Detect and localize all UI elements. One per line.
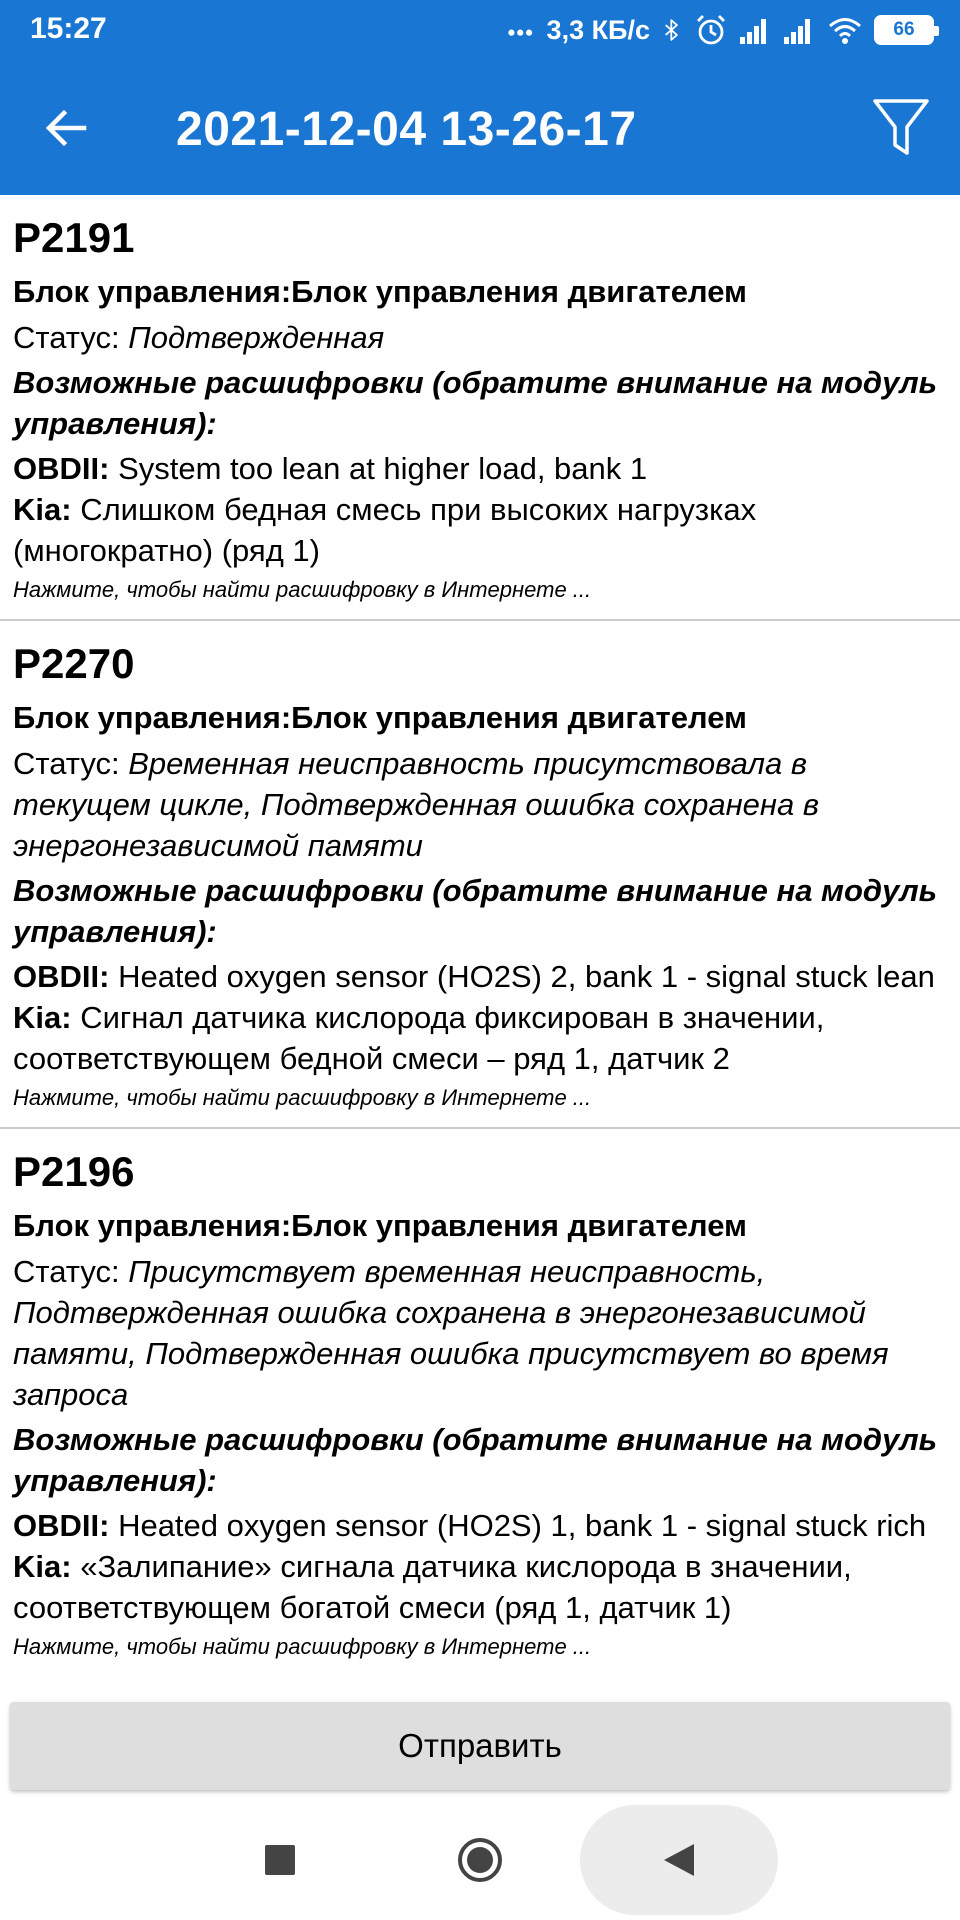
obd-description: [13, 956, 948, 997]
error-code: P2270: [13, 640, 135, 687]
error-code-item[interactable]: [0, 195, 960, 619]
obd-description: [13, 448, 948, 489]
signal-icon: [738, 13, 772, 47]
back-button[interactable]: [36, 98, 96, 158]
recents-button[interactable]: [250, 1820, 310, 1900]
decodings-header: Возможные расшифровки (обратите внимание на модуль управления):: [13, 1422, 938, 1498]
system-back-button[interactable]: [580, 1805, 778, 1915]
kia-text: Сигнал датчика кислорода фиксирован в значении, соответствующем бедной смеси – ряд 1, датчик 2: [13, 1000, 825, 1076]
system-nav-bar: [0, 1800, 960, 1920]
home-button[interactable]: [440, 1820, 520, 1900]
status-icons: [507, 10, 934, 50]
search-online-link[interactable]: Нажмите, чтобы найти расшифровку в Интернете ...: [13, 577, 592, 602]
network-speed: 3,3 КБ/с: [546, 14, 650, 45]
status-value: Подтвержденная: [128, 320, 385, 355]
battery-level: 66: [893, 19, 915, 40]
wifi-icon: [826, 13, 864, 47]
obd-text: System too lean at higher load, bank 1: [118, 451, 648, 486]
error-code-item[interactable]: [0, 1127, 960, 1672]
status-line: [13, 743, 948, 866]
obd-text: Heated oxygen sensor (HO2S) 1, bank 1 - signal stuck rich: [118, 1508, 927, 1543]
arrow-left-icon: [44, 106, 88, 150]
kia-text: Слишком бедная смесь при высоких нагрузках (многократно) (ряд 1): [13, 492, 757, 568]
error-code: P2191: [13, 214, 135, 261]
status-value: Присутствует временная неисправность, Подтвержденная ошибка сохранена в энергонезависимой памяти, Подтвержденная ошибка присутствует во время запроса: [13, 1254, 889, 1412]
kia-description: [13, 1546, 948, 1628]
signal-icon-2: [782, 13, 816, 47]
triangle-left-icon: [662, 1842, 696, 1878]
obd-label: OBDII:: [13, 451, 110, 486]
square-icon: [265, 1845, 295, 1875]
kia-description: [13, 489, 948, 571]
ecu-name: Блок управления:Блок управления двигателем: [13, 1208, 747, 1243]
send-bar: [0, 1672, 960, 1800]
filter-button[interactable]: [866, 92, 936, 162]
status-line: [13, 1251, 948, 1415]
status-value: Временная неисправность присутствовала в текущем цикле, Подтвержденная ошибка сохранена в энергонезависимой памяти: [13, 746, 819, 863]
status-label: Статус:: [13, 746, 129, 781]
page-title: 2021-12-04 13-26-17: [176, 103, 637, 156]
error-code-item[interactable]: [0, 619, 960, 1127]
battery-icon: [874, 15, 934, 45]
alarm-icon: [694, 13, 728, 47]
status-label: Статус:: [13, 1254, 129, 1289]
error-code: P2196: [13, 1148, 135, 1195]
obd-text: Heated oxygen sensor (HO2S) 2, bank 1 - signal stuck lean: [118, 959, 935, 994]
status-bar: [0, 0, 960, 60]
status-label: Статус:: [13, 320, 129, 355]
kia-text: «Залипание» сигнала датчика кислорода в значении, соответствующем богатой смеси (ряд 1, датчик 1): [13, 1549, 852, 1625]
kia-label: Kia:: [13, 1549, 72, 1584]
kia-label: Kia:: [13, 1000, 72, 1035]
decodings-header: Возможные расшифровки (обратите внимание на модуль управления):: [13, 873, 938, 949]
app-bar: [0, 60, 960, 195]
ecu-name: Блок управления:Блок управления двигателем: [13, 700, 747, 735]
obd-label: OBDII:: [13, 959, 110, 994]
more-dots-icon: [507, 13, 537, 47]
bluetooth-icon: [660, 13, 684, 47]
obd-description: [13, 1505, 948, 1546]
kia-label: Kia:: [13, 492, 72, 527]
ecu-name: Блок управления:Блок управления двигателем: [13, 274, 747, 309]
decodings-header: Возможные расшифровки (обратите внимание на модуль управления):: [13, 365, 938, 441]
status-time: 15:27: [30, 12, 107, 45]
obd-label: OBDII:: [13, 1508, 110, 1543]
send-button[interactable]: Отправить: [10, 1702, 950, 1790]
filter-icon: [871, 95, 931, 159]
error-codes-list[interactable]: [0, 195, 960, 1672]
kia-description: [13, 997, 948, 1079]
circle-icon: [457, 1837, 503, 1883]
search-online-link[interactable]: Нажмите, чтобы найти расшифровку в Интернете ...: [13, 1085, 592, 1110]
search-online-link[interactable]: Нажмите, чтобы найти расшифровку в Интернете ...: [13, 1634, 592, 1659]
status-line: [13, 317, 948, 358]
